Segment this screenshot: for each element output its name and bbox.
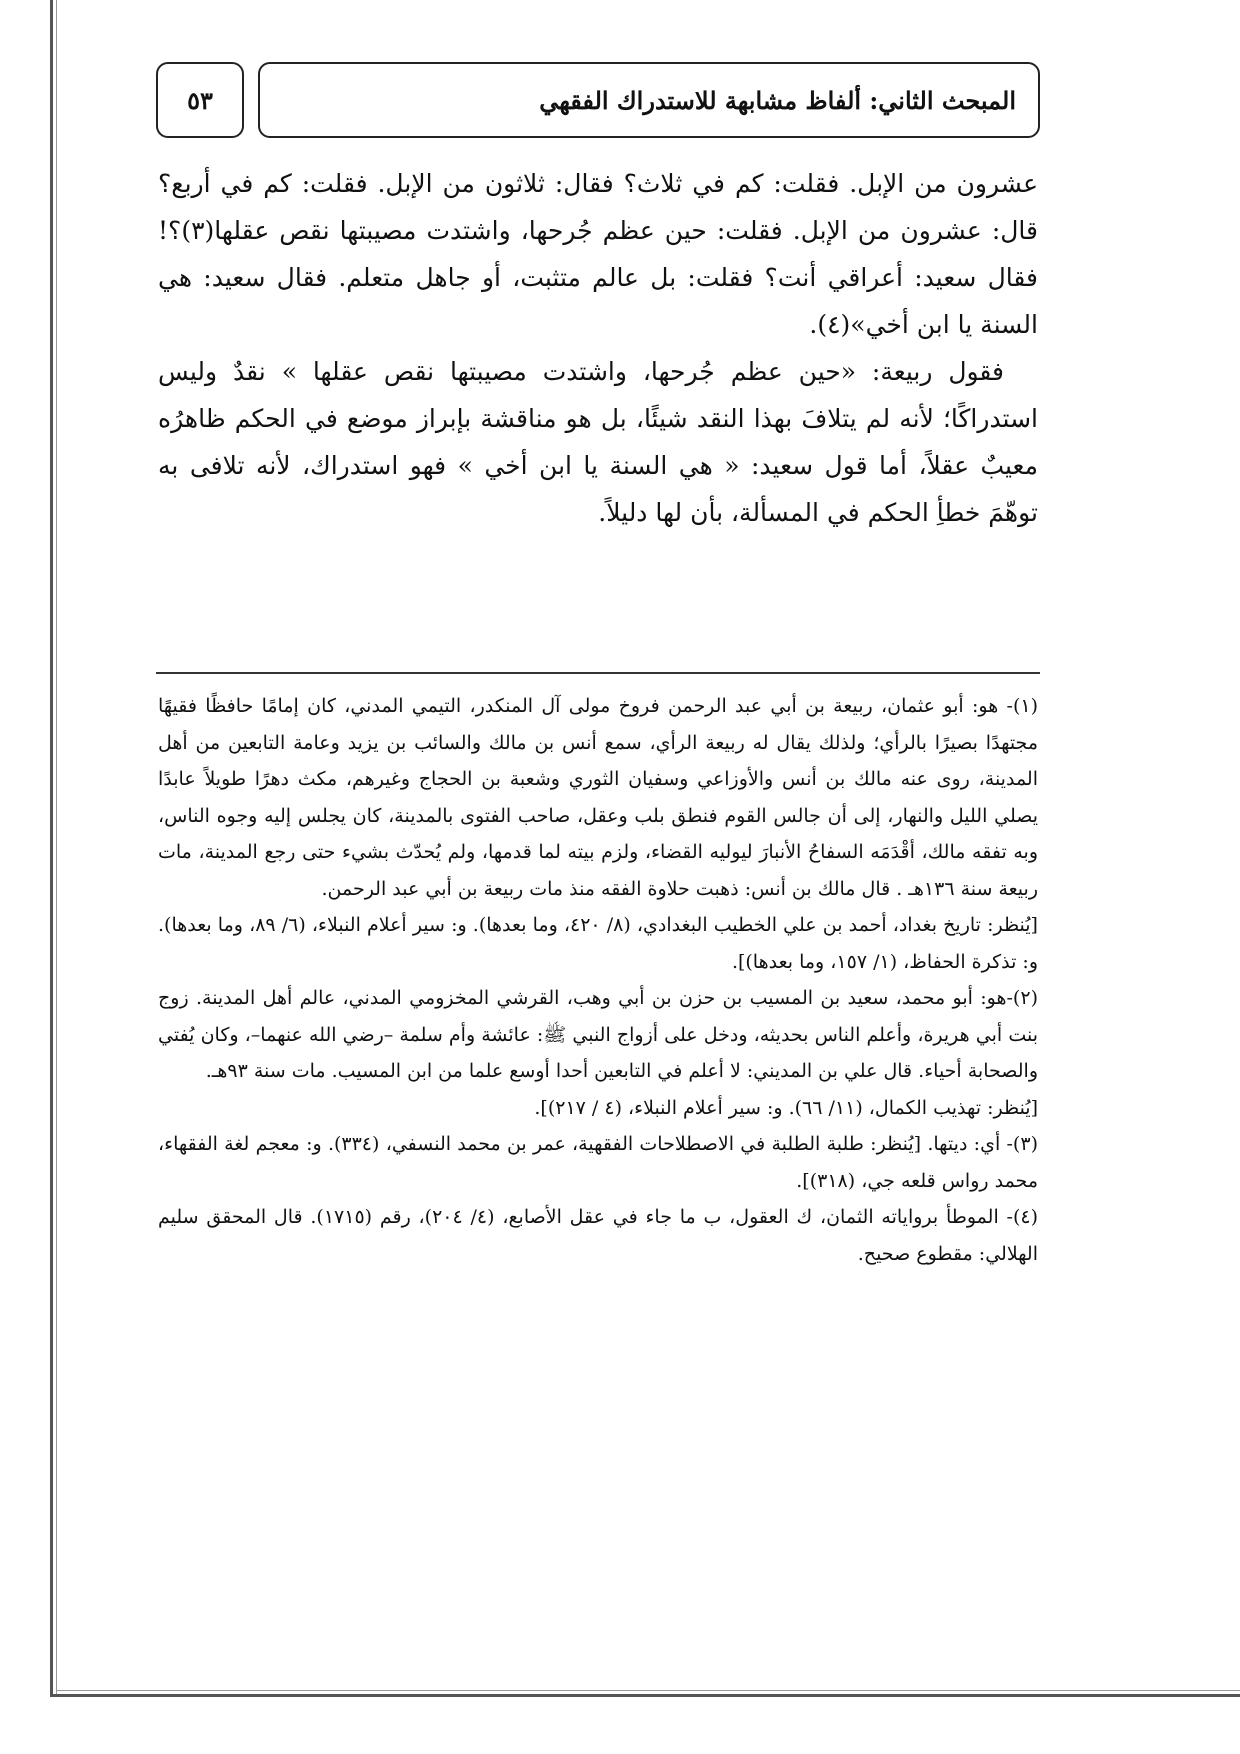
body-paragraph-1: عشرون من الإبل. فقلت: كم في ثلاث؟ فقال: ثلاثون من الإبل. فقلت: كم في أربع؟ قال: عشرون من الإبل. فقلت: حين عظم جُرحها، واشتدت مصيبتها نقص عقلها(٣)؟! فقال سعيد: أعراقي أنت؟ فقلت: بل عالم متثبت، أو جاهل متعلم. فقال سعيد: هي السنة يا ابن أخي»(٤). (158, 169, 1038, 339)
page-frame-left (50, 0, 53, 1697)
footnotes (158, 688, 1038, 1272)
footnote-4: (٤)- الموطأ برواياته الثمان، ك العقول، ب ما جاء في عقل الأصابع، (٤/ ٢٠٤)، رقم (١٧١٥). قال المحقق سليم الهلالي: مقطوع صحيح. (158, 1206, 1038, 1265)
footnote-1: (١)- هو: أبو عثمان، ربيعة بن أبي عبد الرحمن فروخ مولى آل المنكدر، التيمي المدني، كان إمامًا حافظًا فقيهًا مجتهدًا بصيرًا بالرأي؛ ولذلك يقال له ربيعة الرأي، سمع أنس بن مالك والسائب بن يزيد وعامة التابعين من أهل المدينة، روى عنه مالك بن أنس والأوزاعي وسفيان الثوري وشعبة بن الحجاج وغيرهم، مكث دهرًا طويلاً عابدًا يصلي الليل والنهار، إلى أن جالس القوم فنطق بلب وعقل، صاحب الفتوى بالمدينة، كان يجلس إليه وجوه الناس، وبه تفقه مالك، أقْدَمَه السفاحُ الأنبارَ ليوليه القضاء، ولزم بيته لما قدمها، ولم يُحدّث بشيء حتى رجع المدينة، مات ربيعة سنة ١٣٦هـ . قال مالك بن أنس: ذهبت حلاوة الفقه منذ مات ربيعة بن أبي عبد الرحمن. (158, 695, 1039, 900)
footnote-3: (٣)- أي: ديتها. [يُنظر: طلبة الطلبة في الاصطلاحات الفقهية، عمر بن محمد النسفي، (٣٣٤). و: معجم لغة الفقهاء، محمد رواس قلعه جي، (٣١٨)]. (158, 1133, 1038, 1192)
footnote-2-refs: [يُنظر: تهذيب الكمال، (١١/ ٦٦). و: سير أعلام النبلاء، (٤ / ٢١٧)]. (534, 1096, 1038, 1119)
chapter-title-box (258, 62, 1040, 138)
footnote-2: (٢)-هو: أبو محمد، سعيد بن المسيب بن حزن بن أبي وهب، القرشي المخزومي المدني، عالم أهل المدينة. زوج بنت أبي هريرة، وأعلم الناس بحديثه، ودخل على أزواج النبي ﷺ: عائشة وأم سلمة –رضي الله عنهما–، وكان يُفتي والصحابة أحياء. قال علي بن المديني: لا أعلم في التابعين أحدا أوسع علما من ابن المسيب. مات سنة ٩٣هـ. (158, 987, 1038, 1082)
page-frame-bottom-inner (56, 1690, 1240, 1691)
page-frame-bottom (50, 1694, 1240, 1697)
body-paragraph-2: فقول ربيعة: «حين عظم جُرحها، واشتدت مصيبتها نقص عقلها » نقدٌ وليس استدراكًا؛ لأنه لم يتلافَ بهذا النقد شيئًا، بل هو مناقشة بإبراز موضع في الحكم ظاهرُه معيبٌ عقلاً، أما قول سعيد: « هي السنة يا ابن أخي » فهو استدراك، لأنه تلافى به توهّمَ خطأِ الحكم في المسألة، بأن لها دليلاً. (158, 357, 1038, 527)
main-text (158, 160, 1038, 536)
footnote-1-refs: [يُنظر: تاريخ بغداد، أحمد بن علي الخطيب البغدادي، (٨/ ٤٢٠، وما بعدها). و: سير أعلام النبلاء، (٦/ ٨٩، وما بعدها). و: تذكرة الحفاظ، (١/ ١٥٧، وما بعدها)]. (158, 914, 1038, 973)
chapter-title: المبحث الثاني: ألفاظ مشابهة للاستدراك الفقهي (539, 85, 1016, 115)
footnote-separator (156, 672, 1040, 674)
page-frame-left-inner (56, 0, 57, 1697)
page-number-box (156, 62, 244, 138)
page-number: ٥٣ (187, 85, 213, 115)
